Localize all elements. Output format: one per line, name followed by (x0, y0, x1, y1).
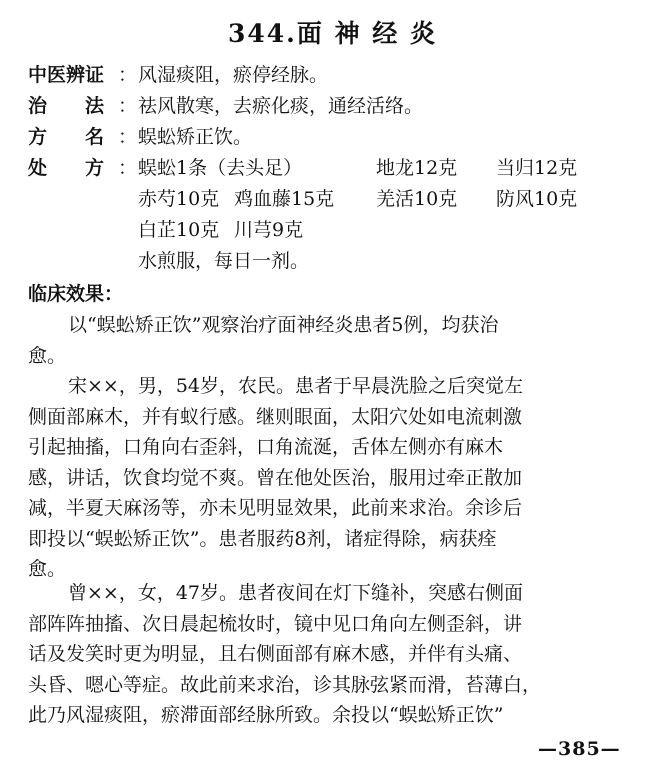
formula-name-value: 蜈蚣矫正饮。 (138, 126, 253, 148)
text-line: 引起抽搐，口角向右歪斜，口角流涎，舌体左侧亦有麻木 (28, 436, 504, 458)
clinical-heading: 临床效果： (28, 283, 124, 305)
clinical-paragraph-2 (28, 371, 638, 585)
clinical-paragraph-3 (28, 578, 638, 731)
page-number: —385— (538, 738, 621, 760)
herb-item: 白芷10克 (138, 219, 220, 241)
herb-item: 当归12克 (496, 157, 578, 179)
text-line: 部阵阵抽搐、次日晨起梳妆时，镜中见口角向左侧歪斜，讲 (28, 612, 523, 635)
prescription-row: 处 方 ： (28, 153, 138, 183)
diagnosis-label: 中医辨证 (28, 64, 105, 86)
text-line: 此乃风湿痰阻，瘀滞面部经脉所致。余投以“蜈蚣矫正饮” (28, 704, 504, 726)
prescription-line-2 (138, 184, 638, 214)
herb-item: 川芎9克 (234, 219, 304, 241)
text-line: 宋××，男，54岁，农民。患者于早晨洗脸之后突觉左 (68, 375, 524, 397)
text-line: 减，半夏天麻汤等，亦未见明显效果，此前来求治。余诊后 (28, 497, 523, 519)
treatment-label: 治 法 (28, 95, 105, 117)
prescription-usage (138, 246, 638, 276)
text-line: 头昏、嗯心等症。故此前来求治，诊其脉弦紧而滑，苔薄白， (28, 673, 542, 696)
clinical-paragraph-1 (28, 310, 638, 371)
formula-name-label: 方 名 (28, 126, 105, 148)
herb-item: 羌活10克 (376, 188, 458, 210)
page-title: 344.面 神 经 炎 (228, 19, 437, 48)
treatment-value: 祛风散寒，去瘀化痰，通经活络。 (138, 95, 424, 117)
formula-name-row: 方 名 ：蜈蚣矫正饮。 (28, 122, 252, 152)
herb-item: 防风10克 (496, 188, 578, 210)
herb-item: 蜈蚣1条（去头足） (138, 157, 303, 179)
text-line: 侧面部麻木，并有蚁行感。继则眼面，太阳穴处如电流刺激 (28, 405, 523, 428)
text-line: 话及发笑时更为明显，且右侧面部有麻木感，并伴有头痛、 (28, 643, 523, 665)
text-line: 愈。 (28, 344, 67, 367)
herb-item: 地龙12克 (376, 157, 458, 179)
herb-item: 赤芍10克 (138, 188, 220, 210)
herb-item: 鸡血藤15克 (234, 188, 335, 210)
text-line: 以“蜈蚣矫正饮”观察治疗面神经炎患者5例，均获治 (68, 314, 499, 336)
text-line: 愈。 (28, 558, 67, 580)
text-line: 曾××，女，47岁。患者夜间在灯下缝补，突感右侧面 (68, 582, 524, 604)
text-line: 感，讲话，饮食均觉不爽。曾在他处医治，服用过牵正散加 (28, 466, 523, 489)
diagnosis-row: 中医辨证 ：风湿痰阻，瘀停经脉。 (28, 60, 328, 90)
prescription-line-1 (138, 153, 638, 183)
text-line: 即投以“蜈蚣矫正饮”。患者服药8剂，诸症得除，病获痊 (28, 527, 497, 550)
treatment-row: 治 法 ：祛风散寒，去瘀化痰，通经活络。 (28, 91, 423, 121)
usage-text: 水煎服，每日一剂。 (138, 250, 310, 272)
clinical-heading-row (28, 279, 123, 309)
prescription-label: 处 方 (28, 157, 105, 179)
prescription-line-3 (138, 215, 638, 245)
diagnosis-value: 风湿痰阻，瘀停经脉。 (138, 64, 329, 86)
